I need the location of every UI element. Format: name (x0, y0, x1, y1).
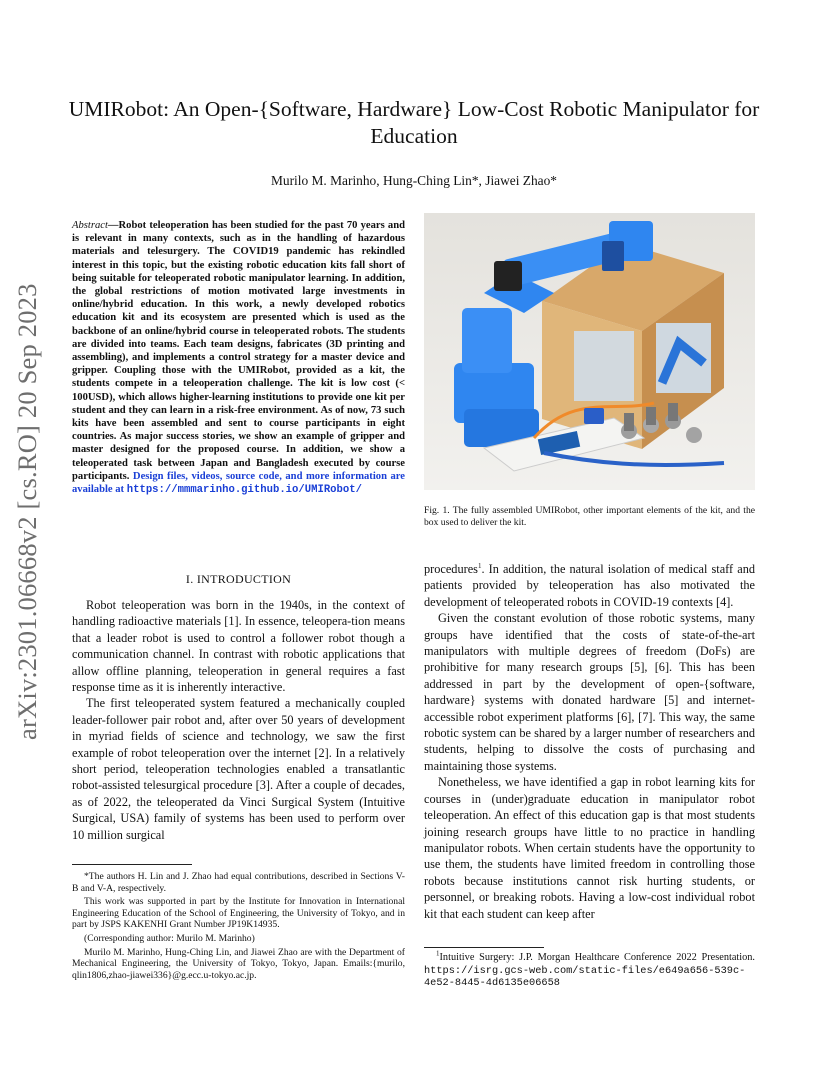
paper-title: UMIRobot: An Open-{Software, Hardware} Low-Cost Robotic Manipulator for Education (68, 97, 760, 148)
footnotes-left (72, 871, 405, 983)
left-body-column (72, 597, 405, 843)
intro-paragraph-continued (424, 561, 755, 610)
footnote-1-mark: 1 (436, 949, 440, 958)
abstract (72, 219, 405, 497)
intro-paragraph-1: Robot teleoperation was born in the 1940s, in the context of handling radioactive materials [1]. In essence, teleopera-tion means that a leader robot is used to control a follower robot though a communication channel. In contrast with robotic applications that allow offline planning, teleoperation in general requires a fast response time as it is inherently interactive. (72, 598, 405, 695)
footnote-1-url[interactable]: https://isrg.gcs-web.com/static-files/e649a656-539c-4e52-8445-4d6135e06658 (424, 964, 746, 990)
cont-rest: . In addition, the natural isolation of medical staff and patients provided by teleoperation has also motivated the development of teleoperated robots in COVID-19 contexts [4]. (424, 562, 755, 609)
intro-paragraph-2: The first teleoperated system featured a mechanically coupled leader-follower pair robot and, after over 50 years of development in myriad fields of science and technology, we saw the first example of robot teleoperation over the internet [2]. In a relatively short period, teleoperation technologies enabled a transatlantic robot-assisted telesurgical procedure [3]. After a couple of decades, as of 2022, the teleoperated da Vinci Surgical System (Intuitive Surgical, USA) family of systems has been used to perform over 10 million surgical (72, 696, 405, 842)
robot-kit-illustration (424, 213, 755, 490)
figure-1-photo (424, 213, 755, 490)
footnote-marker[interactable]: 1 (477, 561, 482, 570)
footnote-1-text: Intuitive Surgery: J.P. Morgan Healthcare Conference 2022 Presentation. (439, 952, 755, 963)
footnote-corresponding-author: (Corresponding author: Murilo M. Marinho) (84, 932, 255, 944)
project-url-link[interactable]: https://mmmarinho.github.io/UMIRobot/ (126, 484, 362, 497)
intro-paragraph-3: Given the constant evolution of those robotic systems, many groups have identified that the costs of state-of-the-art manipulators with multiple degrees of freedom (DoFs) are prohibitive for many research groups [5], [6]. This has been addressed in part by the development of open-{software, hardware} systems with donated hardware [5] and internet-accessible robot experiment platforms [6], [7]. This way, the same robotic system can be shared by a larger number of researchers and students, helping to dissolve the costs of purchasing and maintaining those systems. (424, 611, 755, 773)
abstract-dash: — (107, 220, 119, 231)
abstract-label: Abstract (72, 220, 108, 231)
right-body-column (424, 561, 755, 922)
arxiv-identifier: arXiv:2301.06668v2 [cs.RO] 20 Sep 2023 (12, 283, 42, 740)
section-heading-introduction: I. INTRODUCTION (185, 572, 292, 586)
abstract-body: Robot teleoperation has been studied for the past 70 years and is relevant in many contexts, such as in the handling of hazardous materials and telesurgery. The COVID19 pandemic has rekindled interest in this topic, but the existing robotic education kits fall short of being suitable for teleoperated robotic manipulator learning. In addition, the global restrictions of motion motivated large investments in online/hybrid education. In this work, a newly developed robotics education kit and its ecosystem are presented which is used as the backbone of an online/hybrid course in teleoperated robots. The students are divided into teams. Each team designs, fabricates (3D printing and assembling), and implements a control strategy for a master device and gripper. Coupling those with the UMIRobot, provided as a kit, the students compete in a teleoperation challenge. The kit is low cost (< 100USD), which allows higher-learning institutions to provide one kit per student and they can learn in a risk-free environment. As of now, 73 such kits have been assembled and sent to course participants in eight countries. As major success stories, we show an example of gripper and master designed for the proposed course. In addition, we show a teleoperated task between Japan and Bangladesh executed by course participants. (72, 220, 405, 482)
figure-1-caption: Fig. 1. The fully assembled UMIRobot, other important elements of the kit, and the box used to deliver the kit. (424, 505, 755, 528)
footnote-funding: This work was supported in part by the Institute for Innovation in International Engineering Education of the School of Engineering, the University of Tokyo, and in part by JSPS KAKENHI Grant Number JP19K14935. (72, 896, 405, 931)
author-list: Murilo M. Marinho, Hung-Ching Lin*, Jiawei Zhao* (270, 173, 557, 188)
footnote-equal-contribution: *The authors H. Lin and J. Zhao had equal contributions, described in Sections V-B and V-A, respectively. (72, 871, 405, 894)
footnote-right (424, 949, 755, 990)
intro-paragraph-4: Nonetheless, we have identified a gap in robot learning kits for courses in (under)graduate education in manipulator robot teleoperation. An effect of this education gap is that most students joining research groups have little to no practice in handling manipulator robots. When certain students have the opportunity to use them, the students have limited freedom in controlling those robots because institutions cannot risk hurting students, or personnel, or breaking robots. Having a low-cost individual robot kit that each student can keep after (424, 775, 755, 921)
footnote-rule (72, 864, 192, 865)
cont-text: procedures (424, 562, 478, 576)
footnote-affiliation: Murilo M. Marinho, Hung-Ching Lin, and Jiawei Zhao are with the Department of Mechanical Engineering, the University of Tokyo, Tokyo, Japan. Emails:{murilo, qlin1806,zhao-jiawei336}@g.ecc.u-tokyo.ac.jp. (72, 946, 405, 981)
footnote-rule-right (424, 947, 544, 948)
footnote-1 (424, 949, 755, 990)
abstract-link-text: Design files, videos, source code, and more information are available at (72, 470, 405, 496)
